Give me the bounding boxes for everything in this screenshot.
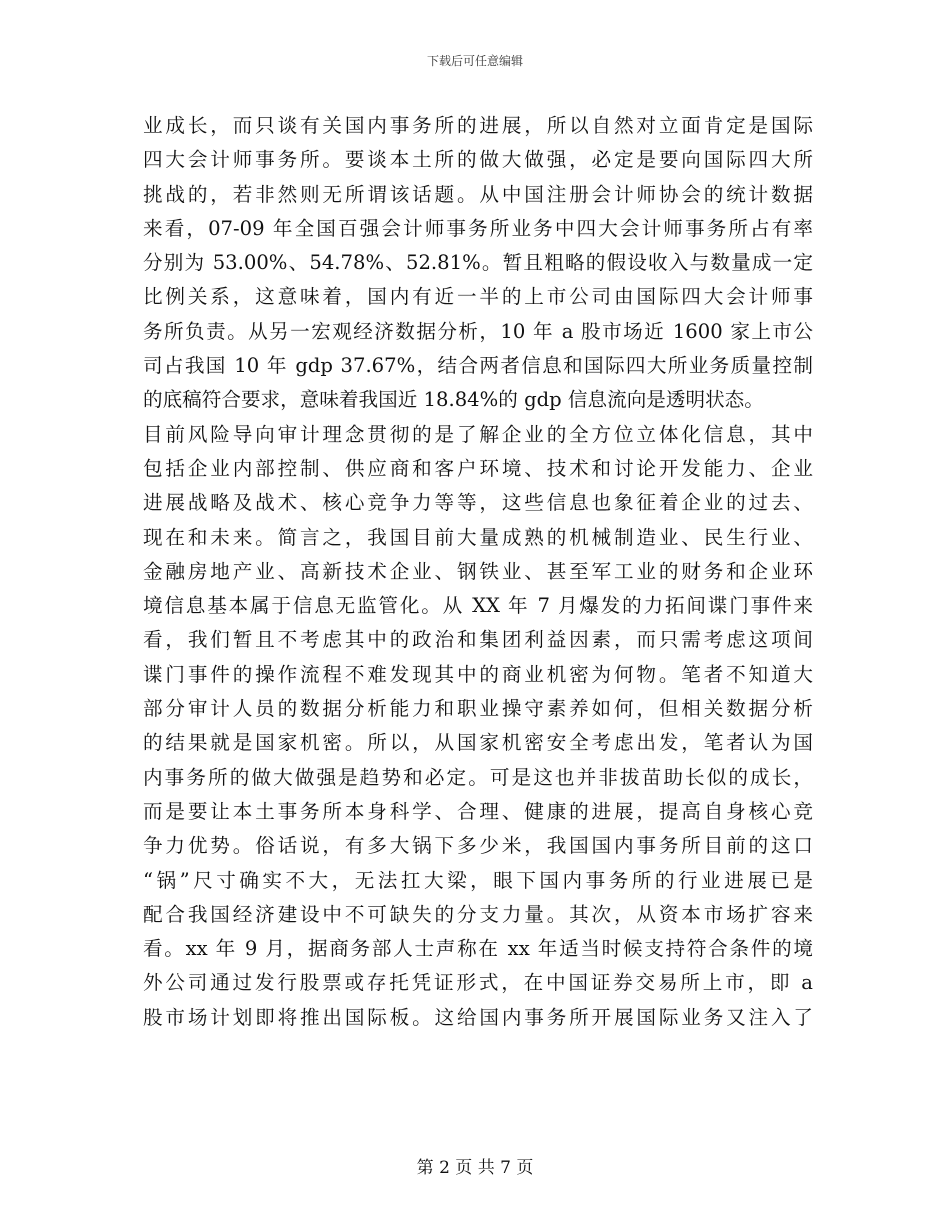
body-line: 外公司通过发行股票或存托凭证形式，在中国证券交易所上市，即 a	[143, 971, 813, 995]
body-line: 金融房地产业、高新技术企业、钢铁业、甚至军工业的财务和企业环	[143, 559, 813, 583]
body-line: 务所负责。从另一宏观经济数据分析，10 年 a 股市场近 1600 家上市公	[143, 319, 813, 343]
body-line: 配合我国经济建设中不可缺失的分支力量。其次，从资本市场扩容来	[143, 902, 813, 926]
body-line: 的底稿符合要求，意味着我国近 18.84%的 gdp 信息流向是透明状态。	[143, 388, 764, 412]
body-line: “锅”尺寸确实不大，无法扛大梁，眼下国内事务所的行业进展已是	[143, 868, 813, 892]
body-line: 包括企业内部控制、供应商和客户环境、技术和讨论开发能力、企业	[143, 456, 813, 480]
body-line: 来看，07-09 年全国百强会计师事务所业务中四大会计师事务所占有率	[143, 216, 813, 240]
body-line: 四大会计师事务所。要谈本土所的做大做强，必定是要向国际四大所	[143, 148, 813, 172]
page-header-note: 下载后可任意编辑	[426, 54, 523, 68]
body-line: 看，我们暂且不考虑其中的政治和集团利益因素，而只需考虑这项间	[143, 628, 813, 652]
body-line: 业成长，而只谈有关国内事务所的进展，所以自然对立面肯定是国际	[143, 114, 813, 137]
body-line: 进展战略及战术、核心竞争力等等，这些信息也象征着企业的过去、	[143, 491, 813, 515]
body-line: 部分审计人员的数据分析能力和职业操守素养如何，但相关数据分析	[143, 697, 813, 721]
page-number-footer: 第 2 页 共 7 页	[416, 1158, 534, 1178]
body-line: 分别为 53.00%、54.78%、52.81%。暂且粗略的假设收入与数量成一定	[143, 251, 813, 275]
document-body	[143, 109, 813, 1035]
body-line: 挑战的，若非然则无所谓该话题。从中国注册会计师协会的统计数据	[143, 182, 813, 206]
body-line: 的结果就是国家机密。所以，从国家机密安全考虑出发，笔者认为国	[143, 731, 813, 755]
body-line: 而是要让本土事务所本身科学、合理、健康的进展，提高自身核心竞	[143, 799, 813, 823]
body-line: 司占我国 10 年 gdp 37.67%，结合两者信息和国际四大所业务质量控制	[143, 354, 813, 378]
body-line: 谍门事件的操作流程不难发现其中的商业机密为何物。笔者不知道大	[143, 662, 813, 686]
body-line: 境信息基本属于信息无监管化。从 XX 年 7 月爆发的力拓间谍门事件来	[143, 594, 813, 618]
body-line: 股市场计划即将推出国际板。这给国内事务所开展国际业务又注入了	[143, 1005, 813, 1029]
body-line: 现在和未来。简言之，我国目前大量成熟的机械制造业、民生行业、	[143, 525, 813, 549]
body-line: 目前风险导向审计理念贯彻的是了解企业的全方位立体化信息，其中	[143, 422, 813, 446]
body-line: 争力优势。俗话说，有多大锅下多少米，我国国内事务所目前的这口	[143, 834, 813, 858]
body-line: 看。xx 年 9 月，据商务部人士声称在 xx 年适当时候支持符合条件的境	[143, 937, 813, 961]
body-line: 比例关系，这意味着，国内有近一半的上市公司由国际四大会计师事	[143, 285, 813, 309]
body-line: 内事务所的做大做强是趋势和必定。可是这也并非拔苗助长似的成长，	[143, 765, 813, 789]
